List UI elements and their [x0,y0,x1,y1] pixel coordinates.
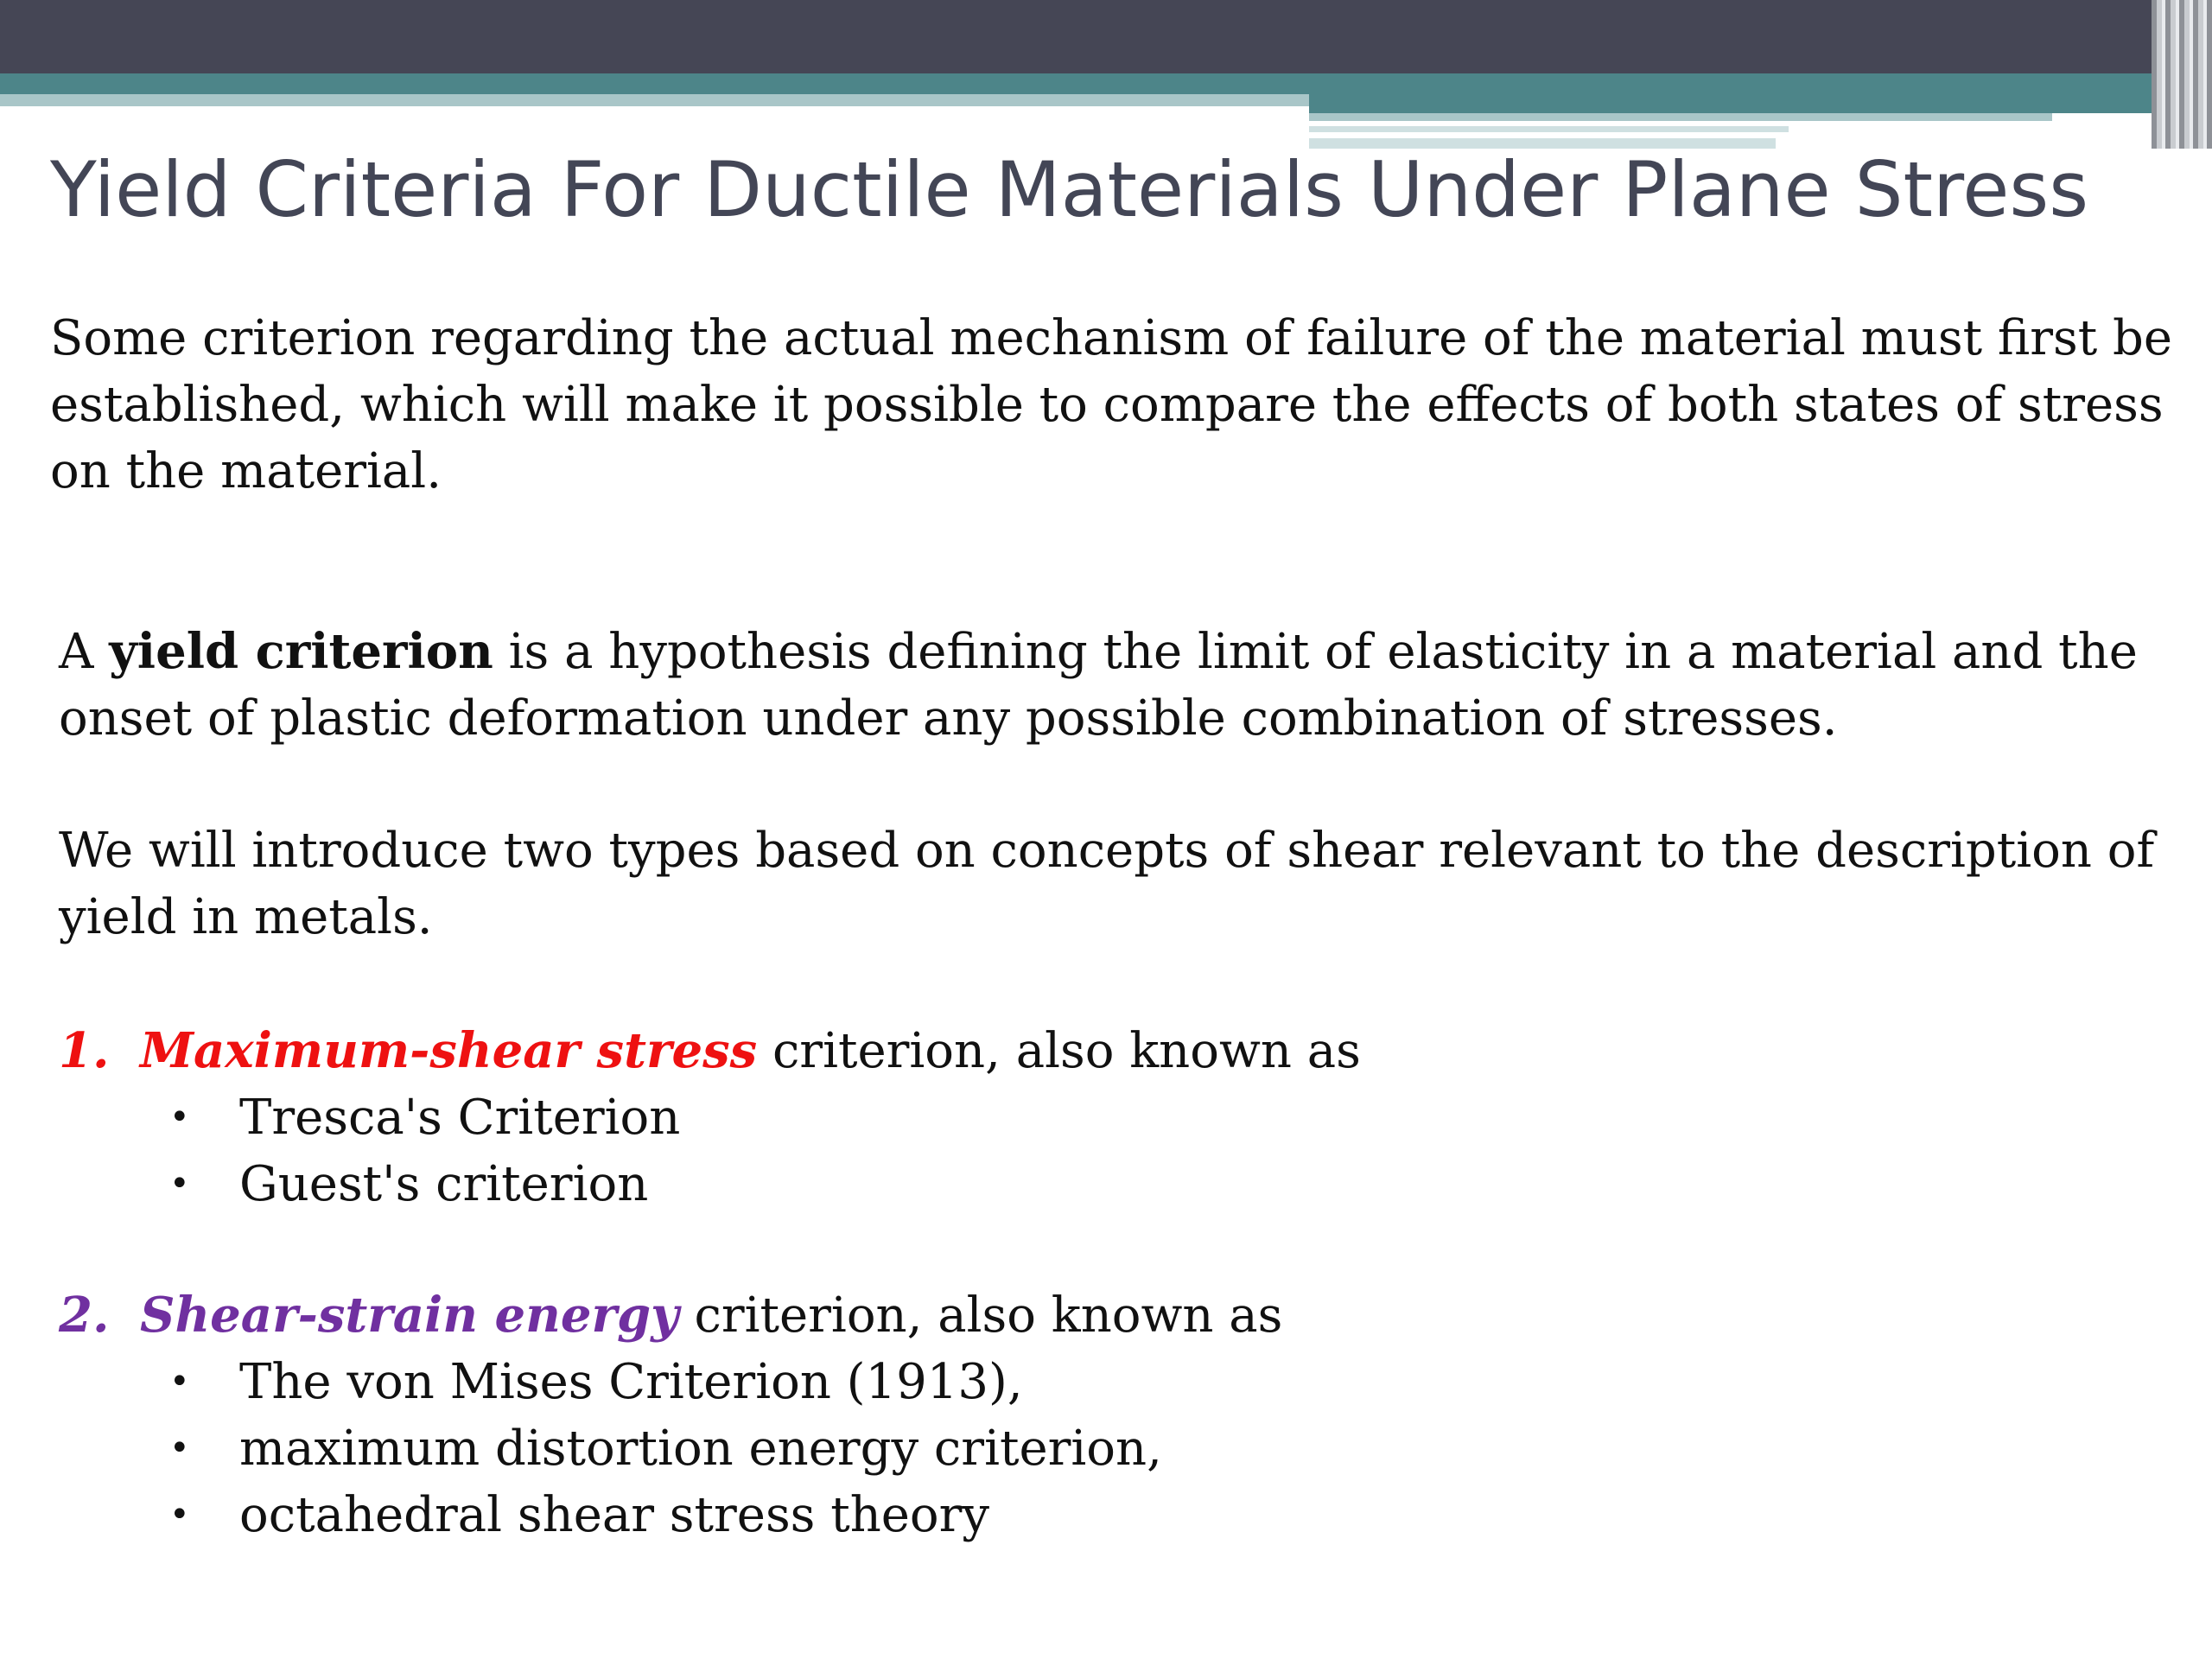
criterion-suffix: criterion, also known as [757,1023,1361,1079]
banner-thin-line [1309,113,2052,121]
banner-teal-band-right [1309,94,2152,113]
criterion-heading [59,1018,2133,1084]
banner-light-band [0,94,1309,106]
bullet-icon: • [169,1362,190,1402]
alias-list [59,1084,2133,1217]
bullet-icon: • [169,1164,190,1204]
definition-term: yield criterion [109,623,493,680]
banner-teal-band [0,73,2152,94]
criterion-shear-strain-energy [59,1282,2133,1548]
definition-rest: is a hypothesis defining the limit of elasticity in a material and the onset of plastic deformation under any possible combination of stresses. [59,624,2138,747]
alias-item [59,1151,2133,1217]
criterion-number: 1. [59,1022,110,1079]
alias-text: Tresca's Criterion [239,1090,681,1146]
slide-title: Yield Criteria For Ductile Materials Under Plane Stress [50,145,2089,234]
criterion-name: Shear-strain energy [140,1287,679,1344]
alias-item [59,1349,2133,1415]
criterion-number: 2. [59,1287,110,1344]
banner-dark-band [0,0,2152,73]
banner-thin-line [1309,126,1789,132]
alias-text: maximum distortion energy criterion, [239,1421,1162,1477]
criterion-maximum-shear-stress [59,1018,2133,1217]
alias-item [59,1482,2133,1548]
criterion-suffix: criterion, also known as [678,1287,1283,1344]
alias-item [59,1415,2133,1482]
alias-text: Guest's criterion [239,1156,649,1212]
criterion-name: Maximum-shear stress [140,1022,758,1079]
definition-prefix: A [59,624,110,680]
bullet-icon: • [169,1097,190,1137]
types-paragraph: We will introduce two types based on concepts of shear relevant to the description of yield in metals. [59,823,2155,945]
banner-right-stripes [2152,0,2212,149]
bullet-icon: • [169,1428,190,1468]
criterion-heading [59,1282,2133,1349]
intro-paragraph: Some criterion regarding the actual mechanism of failure of the material must first be established, which will make it possible to compare the effects of both states of stress on the material. [50,310,2173,499]
alias-text: The von Mises Criterion (1913), [239,1354,1023,1410]
alias-list [59,1349,2133,1548]
bullet-icon: • [169,1495,190,1535]
alias-item [59,1084,2133,1151]
definition-paragraph [59,619,2176,752]
alias-text: octahedral shear stress theory [239,1487,990,1543]
